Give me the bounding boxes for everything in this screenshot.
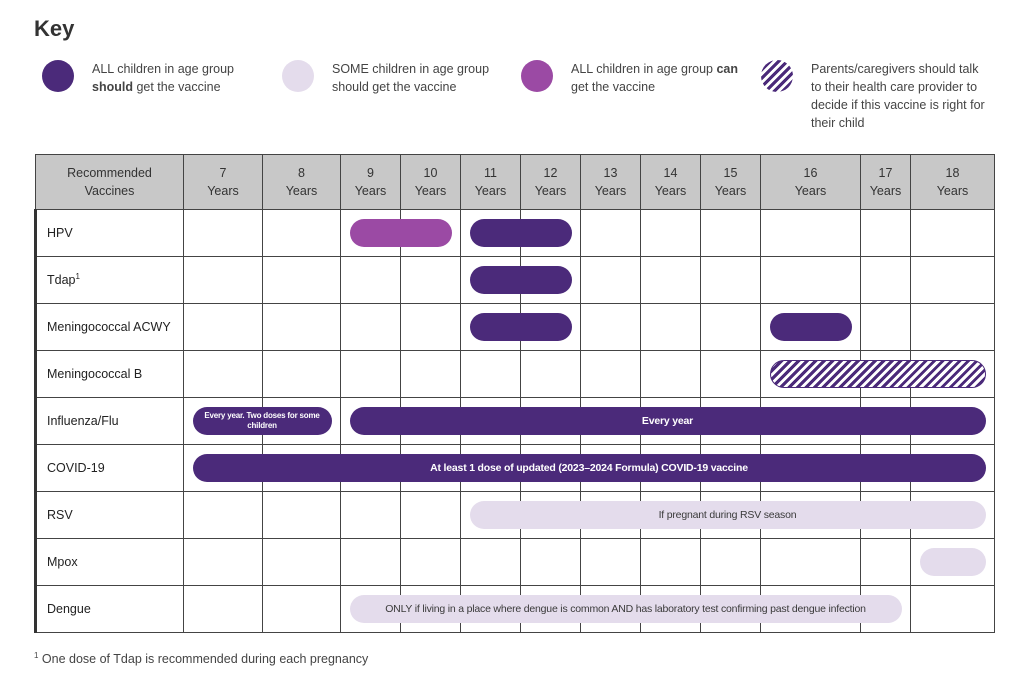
schedule-cell [461, 445, 521, 492]
schedule-cell [263, 492, 341, 539]
schedule-cell [581, 492, 641, 539]
schedule-cell [461, 351, 521, 398]
schedule-bar-label: If pregnant during RSV season [658, 509, 797, 521]
schedule-cell [861, 304, 911, 351]
schedule-cell [911, 257, 995, 304]
schedule-cell [521, 539, 581, 586]
table-row [36, 586, 995, 633]
legend-magenta-dot-icon [521, 60, 553, 92]
schedule-cell [761, 257, 861, 304]
schedule-cell [461, 257, 521, 304]
schedule-cell [401, 539, 461, 586]
vaccine-name: Meningococcal ACWY [36, 304, 184, 351]
schedule-cell [761, 586, 861, 633]
schedule-bar-label: Every year [641, 415, 694, 427]
table-row [36, 257, 995, 304]
schedule-cell [401, 257, 461, 304]
schedule-cell [701, 445, 761, 492]
schedule-cell [861, 539, 911, 586]
schedule-cell [461, 398, 521, 445]
schedule-cell [701, 586, 761, 633]
schedule-cell [341, 257, 401, 304]
schedule-cell [861, 398, 911, 445]
schedule-cell [184, 398, 263, 445]
schedule-cell [263, 210, 341, 257]
schedule-cell [521, 492, 581, 539]
schedule-cell [401, 210, 461, 257]
schedule-bar-label: ONLY if living in a place where dengue is common AND has laboratory test confirming past dengue infection [385, 603, 866, 615]
header-age-18: 18 Years [911, 155, 995, 210]
schedule-cell [521, 210, 581, 257]
schedule-cell [263, 257, 341, 304]
schedule-cell [263, 398, 341, 445]
schedule-cell [461, 586, 521, 633]
schedule-cell [521, 586, 581, 633]
schedule-cell [861, 586, 911, 633]
table-row [36, 445, 995, 492]
schedule-cell [911, 586, 995, 633]
schedule-cell [581, 304, 641, 351]
schedule-cell [911, 398, 995, 445]
schedule-cell [521, 398, 581, 445]
schedule-cell [701, 492, 761, 539]
vaccine-name: COVID-19 [36, 445, 184, 492]
schedule-cell [184, 257, 263, 304]
schedule-cell [761, 304, 861, 351]
schedule-cell [581, 445, 641, 492]
vaccine-name: Dengue [36, 586, 184, 633]
header-age-9: 9 Years [341, 155, 401, 210]
header-age-8: 8 Years [263, 155, 341, 210]
header-age-10: 10 Years [401, 155, 461, 210]
table-row [36, 492, 995, 539]
header-age-14: 14 Years [641, 155, 701, 210]
legend-hatched-dot-icon [761, 60, 793, 92]
schedule-cell [911, 351, 995, 398]
schedule-cell [461, 492, 521, 539]
schedule-cell [401, 586, 461, 633]
schedule-cell [641, 492, 701, 539]
schedule-cell [701, 257, 761, 304]
schedule-cell [341, 210, 401, 257]
schedule-cell [701, 539, 761, 586]
schedule-cell [184, 539, 263, 586]
schedule-cell [581, 351, 641, 398]
schedule-cell [461, 210, 521, 257]
header-row [36, 155, 995, 210]
header-age-11: 11 Years [461, 155, 521, 210]
schedule-cell [641, 210, 701, 257]
schedule-cell [341, 445, 401, 492]
vaccine-name: Mpox [36, 539, 184, 586]
legend-all-can-text: ALL children in age group can get the vaccine [571, 62, 739, 94]
legend-all-should-text: ALL children in age group should get the vaccine [92, 62, 234, 94]
schedule-cell [263, 445, 341, 492]
schedule-cell [401, 398, 461, 445]
schedule-cell [341, 398, 401, 445]
schedule-cell [184, 492, 263, 539]
table-row [36, 351, 995, 398]
schedule-cell [911, 539, 995, 586]
schedule-cell [641, 539, 701, 586]
schedule-cell [861, 492, 911, 539]
schedule-cell [861, 351, 911, 398]
schedule-cell [911, 210, 995, 257]
schedule-cell [641, 304, 701, 351]
schedule-cell [911, 492, 995, 539]
schedule-cell [761, 539, 861, 586]
schedule-cell [581, 210, 641, 257]
vaccine-name: RSV [36, 492, 184, 539]
vaccine-name: HPV [36, 210, 184, 257]
schedule-cell [401, 351, 461, 398]
schedule-cell [911, 445, 995, 492]
schedule-cell [761, 351, 861, 398]
header-age-7: 7 Years [184, 155, 263, 210]
vaccine-schedule-table [34, 154, 995, 633]
schedule-cell [521, 257, 581, 304]
header-age-16: 16 Years [761, 155, 861, 210]
key-title: Key [34, 16, 75, 41]
schedule-cell [701, 398, 761, 445]
vaccine-name: Tdap$^1$ [36, 257, 184, 304]
schedule-cell [521, 351, 581, 398]
schedule-cell [401, 304, 461, 351]
schedule-cell [761, 210, 861, 257]
schedule-cell [581, 586, 641, 633]
schedule-cell [761, 398, 861, 445]
schedule-cell [184, 445, 263, 492]
table-row [36, 539, 995, 586]
schedule-cell [341, 351, 401, 398]
schedule-cell [401, 445, 461, 492]
schedule-cell [184, 210, 263, 257]
schedule-cell [701, 210, 761, 257]
vaccine-name: Influenza/Flu [36, 398, 184, 445]
table-row [36, 210, 995, 257]
schedule-cell [581, 539, 641, 586]
schedule-cell [701, 351, 761, 398]
schedule-cell [341, 539, 401, 586]
schedule-cell [761, 445, 861, 492]
schedule-cell [861, 210, 911, 257]
schedule-cell [341, 492, 401, 539]
schedule-cell [911, 304, 995, 351]
schedule-bar-label: Every year. Two doses for some children [204, 411, 320, 430]
schedule-cell [461, 304, 521, 351]
schedule-cell [701, 304, 761, 351]
legend-some-should-text: SOME children in age group should get the vaccine [332, 62, 490, 94]
table-row [36, 398, 995, 445]
schedule-cell [761, 492, 861, 539]
table-row [36, 304, 995, 351]
vaccine-name: Meningococcal B [36, 351, 184, 398]
schedule-cell [641, 445, 701, 492]
schedule-cell [184, 351, 263, 398]
schedule-cell [263, 351, 341, 398]
schedule-cell [263, 586, 341, 633]
schedule-cell [581, 257, 641, 304]
footnote: $^1$ One dose of Tdap is recommended during each pregnancy [34, 651, 369, 667]
legend-talk-text: Parents/caregivers should talk to their health care provider to decide if this vaccine is right for their child [811, 62, 985, 130]
schedule-cell [641, 257, 701, 304]
legend-dark-purple-dot-icon [42, 60, 74, 92]
header-age-13: 13 Years [581, 155, 641, 210]
legend-light-purple-dot-icon [282, 60, 314, 92]
schedule-cell [521, 445, 581, 492]
schedule-bar-label: At least 1 dose of updated (2023–2024 Formula) COVID-19 vaccine [430, 462, 748, 474]
schedule-cell [641, 351, 701, 398]
header-age-12: 12 Years [521, 155, 581, 210]
header-recommended-vaccines: Recommended Vaccines [36, 155, 184, 210]
schedule-cell [263, 304, 341, 351]
schedule-cell [641, 398, 701, 445]
schedule-cell [184, 586, 263, 633]
schedule-cell [461, 539, 521, 586]
schedule-cell [263, 539, 341, 586]
header-age-17: 17 Years [861, 155, 911, 210]
schedule-cell [401, 492, 461, 539]
schedule-cell [581, 398, 641, 445]
schedule-cell [184, 304, 263, 351]
schedule-cell [861, 257, 911, 304]
schedule-cell [341, 586, 401, 633]
schedule-cell [521, 304, 581, 351]
schedule-cell [861, 445, 911, 492]
header-age-15: 15 Years [701, 155, 761, 210]
schedule-cell [641, 586, 701, 633]
schedule-cell [341, 304, 401, 351]
